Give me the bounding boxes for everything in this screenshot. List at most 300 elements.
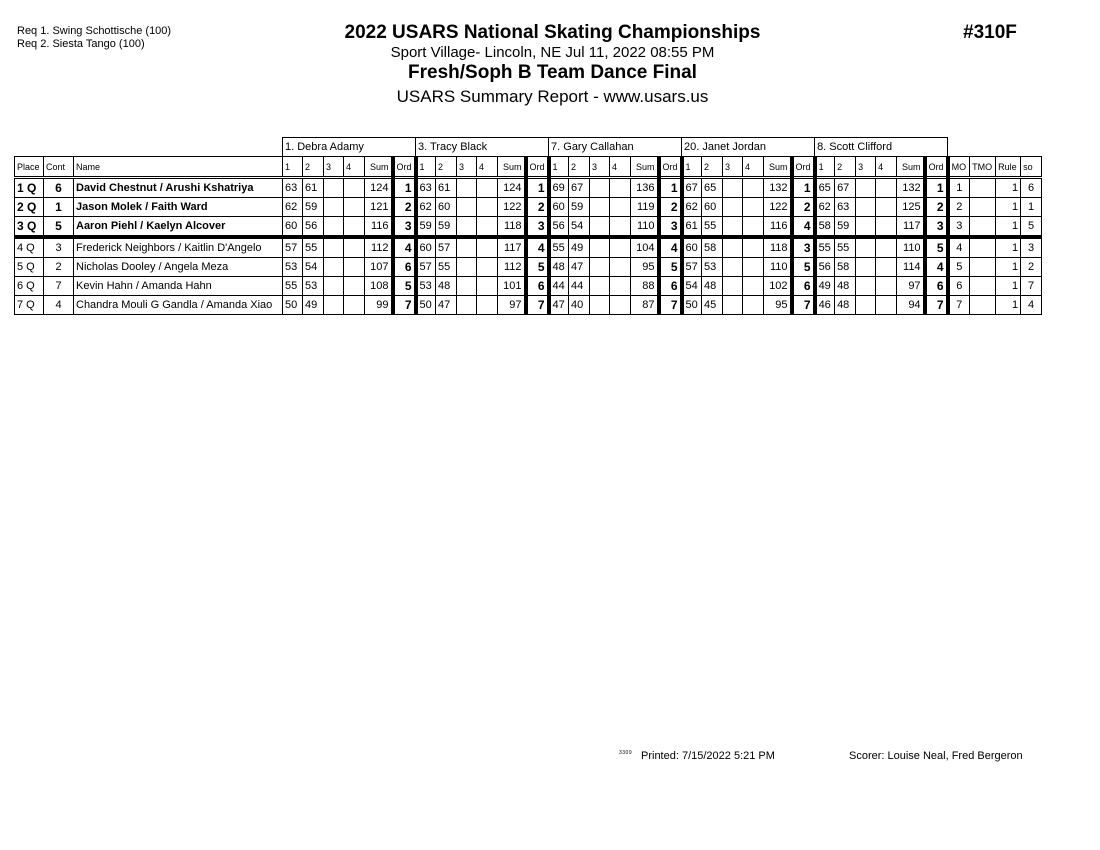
score-1: 47 bbox=[549, 296, 569, 315]
rule-cell: 1 bbox=[996, 277, 1021, 296]
score-3 bbox=[723, 277, 743, 296]
score-2: 45 bbox=[702, 296, 723, 315]
score-4 bbox=[477, 277, 498, 296]
score-4 bbox=[610, 296, 631, 315]
score-4 bbox=[876, 237, 897, 258]
col-name: Name bbox=[74, 157, 283, 178]
score-3 bbox=[324, 178, 344, 198]
score-1: 62 bbox=[682, 198, 702, 217]
result-row bbox=[15, 237, 1042, 258]
judge-ordinal: 4 bbox=[526, 237, 549, 258]
judge-sum: 110 bbox=[631, 217, 659, 238]
score-2: 59 bbox=[569, 198, 590, 217]
score-1: 67 bbox=[682, 178, 702, 198]
score-1: 62 bbox=[416, 198, 436, 217]
score-2: 67 bbox=[835, 178, 856, 198]
score-2: 63 bbox=[835, 198, 856, 217]
score-2: 56 bbox=[303, 217, 324, 238]
score-2: 48 bbox=[702, 277, 723, 296]
report-header bbox=[330, 22, 775, 109]
score-1: 62 bbox=[815, 198, 835, 217]
score-2: 60 bbox=[436, 198, 457, 217]
place-cell: 6 Q bbox=[15, 277, 44, 296]
col-s2: 2 bbox=[303, 157, 324, 178]
score-3 bbox=[590, 237, 610, 258]
col-s3: 3 bbox=[457, 157, 477, 178]
score-3 bbox=[590, 277, 610, 296]
col-s4: 4 bbox=[344, 157, 365, 178]
score-2: 49 bbox=[569, 237, 590, 258]
score-2: 59 bbox=[436, 217, 457, 238]
col-s2: 2 bbox=[569, 157, 590, 178]
col-s1: 1 bbox=[416, 157, 436, 178]
score-3 bbox=[457, 258, 477, 277]
required-element-1: Req 1. Swing Schottische (100) bbox=[17, 25, 172, 37]
score-1: 58 bbox=[815, 217, 835, 238]
score-3 bbox=[856, 198, 876, 217]
judge-ordinal: 3 bbox=[659, 217, 682, 238]
judge-ordinal: 1 bbox=[925, 178, 948, 198]
cont-cell: 2 bbox=[44, 258, 74, 277]
judge-sum: 122 bbox=[764, 198, 792, 217]
score-4 bbox=[477, 178, 498, 198]
score-2: 61 bbox=[436, 178, 457, 198]
column-header-row bbox=[15, 157, 1042, 178]
score-1: 57 bbox=[283, 237, 303, 258]
so-cell: 2 bbox=[1021, 258, 1042, 277]
judge-header: 7. Gary Callahan bbox=[549, 138, 682, 157]
judge-sum: 117 bbox=[498, 237, 526, 258]
score-1: 50 bbox=[416, 296, 436, 315]
judge-sum: 117 bbox=[897, 217, 925, 238]
score-2: 47 bbox=[436, 296, 457, 315]
cont-cell: 1 bbox=[44, 198, 74, 217]
judge-header: 1. Debra Adamy bbox=[283, 138, 416, 157]
score-3 bbox=[723, 258, 743, 277]
judge-sum: 136 bbox=[631, 178, 659, 198]
name-cell: Frederick Neighbors / Kaitlin D'Angelo bbox=[74, 237, 283, 258]
so-cell: 4 bbox=[1021, 296, 1042, 315]
event-title: Fresh/Soph B Team Dance Final bbox=[408, 62, 697, 83]
col-ord: Ord bbox=[393, 157, 416, 178]
col-ord: Ord bbox=[526, 157, 549, 178]
scorer-names: Scorer: Louise Neal, Fred Bergeron bbox=[849, 750, 1023, 762]
venue-datetime: Sport Village- Lincoln, NE Jul 11, 2022 08:55 PM bbox=[390, 44, 715, 61]
judge-ordinal: 7 bbox=[526, 296, 549, 315]
col-ord: Ord bbox=[659, 157, 682, 178]
tmo-cell bbox=[970, 178, 996, 198]
score-1: 60 bbox=[416, 237, 436, 258]
place-cell: 7 Q bbox=[15, 296, 44, 315]
result-row bbox=[15, 277, 1042, 296]
score-1: 69 bbox=[549, 178, 569, 198]
judge-ordinal: 5 bbox=[925, 237, 948, 258]
score-4 bbox=[610, 237, 631, 258]
rule-cell: 1 bbox=[996, 296, 1021, 315]
col-sum: Sum bbox=[365, 157, 393, 178]
col-s1: 1 bbox=[815, 157, 835, 178]
score-2: 59 bbox=[303, 198, 324, 217]
judge-ordinal: 6 bbox=[659, 277, 682, 296]
score-3 bbox=[324, 217, 344, 238]
score-3 bbox=[457, 198, 477, 217]
place-cell: 3 Q bbox=[15, 217, 44, 238]
judge-ordinal: 3 bbox=[393, 217, 416, 238]
score-1: 61 bbox=[682, 217, 702, 238]
score-2: 61 bbox=[303, 178, 324, 198]
judge-ordinal: 2 bbox=[526, 198, 549, 217]
judge-ordinal: 6 bbox=[526, 277, 549, 296]
score-1: 55 bbox=[549, 237, 569, 258]
tmo-cell bbox=[970, 258, 996, 277]
mo-cell: 6 bbox=[948, 277, 970, 296]
col-s4: 4 bbox=[876, 157, 897, 178]
col-mo: MO bbox=[948, 157, 970, 178]
result-row bbox=[15, 258, 1042, 277]
score-2: 54 bbox=[569, 217, 590, 238]
name-cell: David Chestnut / Arushi Kshatriya bbox=[74, 178, 283, 198]
score-1: 63 bbox=[416, 178, 436, 198]
result-row bbox=[15, 178, 1042, 198]
col-sum: Sum bbox=[631, 157, 659, 178]
score-4 bbox=[344, 296, 365, 315]
score-4 bbox=[876, 217, 897, 238]
score-4 bbox=[477, 217, 498, 238]
score-2: 58 bbox=[835, 258, 856, 277]
score-3 bbox=[590, 198, 610, 217]
judge-sum: 132 bbox=[897, 178, 925, 198]
blank-cell bbox=[948, 138, 1042, 157]
judge-header-row bbox=[15, 138, 1042, 157]
judge-sum: 99 bbox=[365, 296, 393, 315]
col-s3: 3 bbox=[856, 157, 876, 178]
so-cell: 3 bbox=[1021, 237, 1042, 258]
score-4 bbox=[876, 277, 897, 296]
score-2: 53 bbox=[702, 258, 723, 277]
judge-sum: 107 bbox=[365, 258, 393, 277]
col-s1: 1 bbox=[682, 157, 702, 178]
score-4 bbox=[876, 178, 897, 198]
judge-sum: 110 bbox=[764, 258, 792, 277]
score-3 bbox=[856, 296, 876, 315]
col-sum: Sum bbox=[897, 157, 925, 178]
col-ord: Ord bbox=[925, 157, 948, 178]
score-4 bbox=[344, 237, 365, 258]
score-4 bbox=[876, 258, 897, 277]
score-2: 55 bbox=[303, 237, 324, 258]
so-cell: 6 bbox=[1021, 178, 1042, 198]
judge-ordinal: 1 bbox=[659, 178, 682, 198]
mo-cell: 5 bbox=[948, 258, 970, 277]
result-row bbox=[15, 217, 1042, 238]
score-4 bbox=[344, 277, 365, 296]
championship-title: 2022 USARS National Skating Championships bbox=[344, 22, 761, 43]
score-3 bbox=[856, 178, 876, 198]
name-cell: Jason Molek / Faith Ward bbox=[74, 198, 283, 217]
name-cell: Chandra Mouli G Gandla / Amanda Xiao bbox=[74, 296, 283, 315]
judge-sum: 104 bbox=[631, 237, 659, 258]
col-s4: 4 bbox=[477, 157, 498, 178]
cont-cell: 3 bbox=[44, 237, 74, 258]
score-4 bbox=[876, 198, 897, 217]
mo-cell: 7 bbox=[948, 296, 970, 315]
score-2: 60 bbox=[702, 198, 723, 217]
judge-sum: 124 bbox=[365, 178, 393, 198]
score-4 bbox=[743, 237, 764, 258]
score-4 bbox=[743, 178, 764, 198]
judge-ordinal: 5 bbox=[393, 277, 416, 296]
score-3 bbox=[457, 237, 477, 258]
score-1: 60 bbox=[283, 217, 303, 238]
col-s3: 3 bbox=[723, 157, 743, 178]
judge-sum: 112 bbox=[498, 258, 526, 277]
score-4 bbox=[610, 178, 631, 198]
score-3 bbox=[856, 277, 876, 296]
so-cell: 1 bbox=[1021, 198, 1042, 217]
col-tmo: TMO bbox=[970, 157, 996, 178]
place-cell: 4 Q bbox=[15, 237, 44, 258]
mo-cell: 3 bbox=[948, 217, 970, 238]
judge-sum: 88 bbox=[631, 277, 659, 296]
score-1: 48 bbox=[549, 258, 569, 277]
score-2: 53 bbox=[303, 277, 324, 296]
score-4 bbox=[743, 258, 764, 277]
judge-ordinal: 2 bbox=[659, 198, 682, 217]
col-s4: 4 bbox=[610, 157, 631, 178]
judge-sum: 97 bbox=[897, 277, 925, 296]
score-2: 67 bbox=[569, 178, 590, 198]
score-4 bbox=[610, 198, 631, 217]
score-4 bbox=[344, 258, 365, 277]
score-3 bbox=[856, 258, 876, 277]
judge-ordinal: 4 bbox=[659, 237, 682, 258]
tmo-cell bbox=[970, 296, 996, 315]
score-1: 53 bbox=[283, 258, 303, 277]
tmo-cell bbox=[970, 198, 996, 217]
col-s1: 1 bbox=[549, 157, 569, 178]
judge-ordinal: 2 bbox=[393, 198, 416, 217]
score-4 bbox=[610, 217, 631, 238]
score-1: 57 bbox=[416, 258, 436, 277]
judge-ordinal: 3 bbox=[526, 217, 549, 238]
judge-sum: 118 bbox=[764, 237, 792, 258]
judge-sum: 95 bbox=[764, 296, 792, 315]
score-3 bbox=[856, 217, 876, 238]
score-2: 55 bbox=[702, 217, 723, 238]
score-3 bbox=[590, 217, 610, 238]
col-s2: 2 bbox=[702, 157, 723, 178]
score-2: 40 bbox=[569, 296, 590, 315]
cont-cell: 7 bbox=[44, 277, 74, 296]
rule-cell: 1 bbox=[996, 217, 1021, 238]
judge-ordinal: 7 bbox=[659, 296, 682, 315]
judge-sum: 124 bbox=[498, 178, 526, 198]
score-4 bbox=[477, 258, 498, 277]
name-cell: Aaron Piehl / Kaelyn Alcover bbox=[74, 217, 283, 238]
place-cell: 1 Q bbox=[15, 178, 44, 198]
score-2: 55 bbox=[436, 258, 457, 277]
score-2: 54 bbox=[303, 258, 324, 277]
score-4 bbox=[477, 296, 498, 315]
score-4 bbox=[344, 217, 365, 238]
judge-ordinal: 6 bbox=[792, 277, 815, 296]
col-place: Place bbox=[15, 157, 44, 178]
score-2: 48 bbox=[835, 277, 856, 296]
col-s3: 3 bbox=[324, 157, 344, 178]
score-1: 49 bbox=[815, 277, 835, 296]
place-cell: 5 Q bbox=[15, 258, 44, 277]
place-cell: 2 Q bbox=[15, 198, 44, 217]
col-cont: Cont bbox=[44, 157, 74, 178]
score-3 bbox=[723, 237, 743, 258]
required-element-2: Req 2. Siesta Tango (100) bbox=[17, 38, 145, 50]
score-4 bbox=[876, 296, 897, 315]
judge-sum: 87 bbox=[631, 296, 659, 315]
score-4 bbox=[344, 178, 365, 198]
score-3 bbox=[324, 198, 344, 217]
judge-ordinal: 2 bbox=[925, 198, 948, 217]
result-row bbox=[15, 296, 1042, 315]
score-3 bbox=[723, 217, 743, 238]
score-4 bbox=[477, 237, 498, 258]
judge-header: 8. Scott Clifford bbox=[815, 138, 948, 157]
judge-sum: 94 bbox=[897, 296, 925, 315]
judge-sum: 102 bbox=[764, 277, 792, 296]
results-table bbox=[14, 137, 1042, 315]
col-rule: Rule bbox=[996, 157, 1021, 178]
score-1: 60 bbox=[549, 198, 569, 217]
judge-sum: 108 bbox=[365, 277, 393, 296]
col-s2: 2 bbox=[436, 157, 457, 178]
rule-cell: 1 bbox=[996, 198, 1021, 217]
score-1: 65 bbox=[815, 178, 835, 198]
score-3 bbox=[457, 178, 477, 198]
score-3 bbox=[856, 237, 876, 258]
score-1: 57 bbox=[682, 258, 702, 277]
score-1: 54 bbox=[682, 277, 702, 296]
cont-cell: 4 bbox=[44, 296, 74, 315]
judge-sum: 121 bbox=[365, 198, 393, 217]
footer-code: 3309 bbox=[619, 750, 633, 756]
so-cell: 5 bbox=[1021, 217, 1042, 238]
col-s1: 1 bbox=[283, 157, 303, 178]
score-3 bbox=[590, 178, 610, 198]
score-3 bbox=[324, 237, 344, 258]
score-2: 47 bbox=[569, 258, 590, 277]
judge-sum: 97 bbox=[498, 296, 526, 315]
score-3 bbox=[723, 296, 743, 315]
score-2: 48 bbox=[436, 277, 457, 296]
printed-timestamp: Printed: 7/15/2022 5:21 PM bbox=[641, 750, 775, 762]
score-2: 44 bbox=[569, 277, 590, 296]
score-4 bbox=[477, 198, 498, 217]
col-s4: 4 bbox=[743, 157, 764, 178]
judge-ordinal: 2 bbox=[792, 198, 815, 217]
score-1: 50 bbox=[283, 296, 303, 315]
tmo-cell bbox=[970, 237, 996, 258]
mo-cell: 2 bbox=[948, 198, 970, 217]
score-3 bbox=[324, 277, 344, 296]
judge-sum: 116 bbox=[365, 217, 393, 238]
score-3 bbox=[590, 296, 610, 315]
score-4 bbox=[610, 258, 631, 277]
result-row bbox=[15, 198, 1042, 217]
judge-ordinal: 7 bbox=[925, 296, 948, 315]
judge-header: 20. Janet Jordan bbox=[682, 138, 815, 157]
so-cell: 7 bbox=[1021, 277, 1042, 296]
name-cell: Nicholas Dooley / Angela Meza bbox=[74, 258, 283, 277]
mo-cell: 4 bbox=[948, 237, 970, 258]
judge-sum: 122 bbox=[498, 198, 526, 217]
judge-header: 3. Tracy Black bbox=[416, 138, 549, 157]
judge-ordinal: 1 bbox=[792, 178, 815, 198]
score-4 bbox=[743, 198, 764, 217]
score-2: 55 bbox=[835, 237, 856, 258]
score-3 bbox=[457, 296, 477, 315]
score-2: 59 bbox=[835, 217, 856, 238]
score-3 bbox=[324, 258, 344, 277]
mo-cell: 1 bbox=[948, 178, 970, 198]
judge-ordinal: 4 bbox=[393, 237, 416, 258]
judge-sum: 110 bbox=[897, 237, 925, 258]
score-1: 62 bbox=[283, 198, 303, 217]
score-3 bbox=[590, 258, 610, 277]
score-1: 63 bbox=[283, 178, 303, 198]
col-s2: 2 bbox=[835, 157, 856, 178]
judge-sum: 101 bbox=[498, 277, 526, 296]
tmo-cell bbox=[970, 217, 996, 238]
score-4 bbox=[743, 296, 764, 315]
score-3 bbox=[723, 178, 743, 198]
judge-sum: 116 bbox=[764, 217, 792, 238]
judge-ordinal: 6 bbox=[393, 258, 416, 277]
judge-sum: 125 bbox=[897, 198, 925, 217]
score-2: 65 bbox=[702, 178, 723, 198]
judge-ordinal: 4 bbox=[925, 258, 948, 277]
tmo-cell bbox=[970, 277, 996, 296]
name-cell: Kevin Hahn / Amanda Hahn bbox=[74, 277, 283, 296]
judge-sum: 112 bbox=[365, 237, 393, 258]
judge-sum: 119 bbox=[631, 198, 659, 217]
cont-cell: 5 bbox=[44, 217, 74, 238]
col-so: so bbox=[1021, 157, 1042, 178]
score-2: 57 bbox=[436, 237, 457, 258]
score-4 bbox=[344, 198, 365, 217]
col-sum: Sum bbox=[764, 157, 792, 178]
score-1: 50 bbox=[682, 296, 702, 315]
score-1: 44 bbox=[549, 277, 569, 296]
judge-sum: 118 bbox=[498, 217, 526, 238]
score-3 bbox=[723, 198, 743, 217]
score-1: 46 bbox=[815, 296, 835, 315]
score-1: 56 bbox=[549, 217, 569, 238]
score-2: 48 bbox=[835, 296, 856, 315]
blank-cell bbox=[15, 138, 283, 157]
score-3 bbox=[324, 296, 344, 315]
col-s3: 3 bbox=[590, 157, 610, 178]
judge-ordinal: 5 bbox=[792, 258, 815, 277]
judge-ordinal: 1 bbox=[393, 178, 416, 198]
score-4 bbox=[743, 277, 764, 296]
report-title: USARS Summary Report - www.usars.us bbox=[396, 87, 709, 106]
judge-ordinal: 6 bbox=[925, 277, 948, 296]
score-2: 58 bbox=[702, 237, 723, 258]
score-1: 53 bbox=[416, 277, 436, 296]
judge-sum: 95 bbox=[631, 258, 659, 277]
score-1: 55 bbox=[815, 237, 835, 258]
score-1: 59 bbox=[416, 217, 436, 238]
event-number: #310F bbox=[963, 22, 1017, 43]
